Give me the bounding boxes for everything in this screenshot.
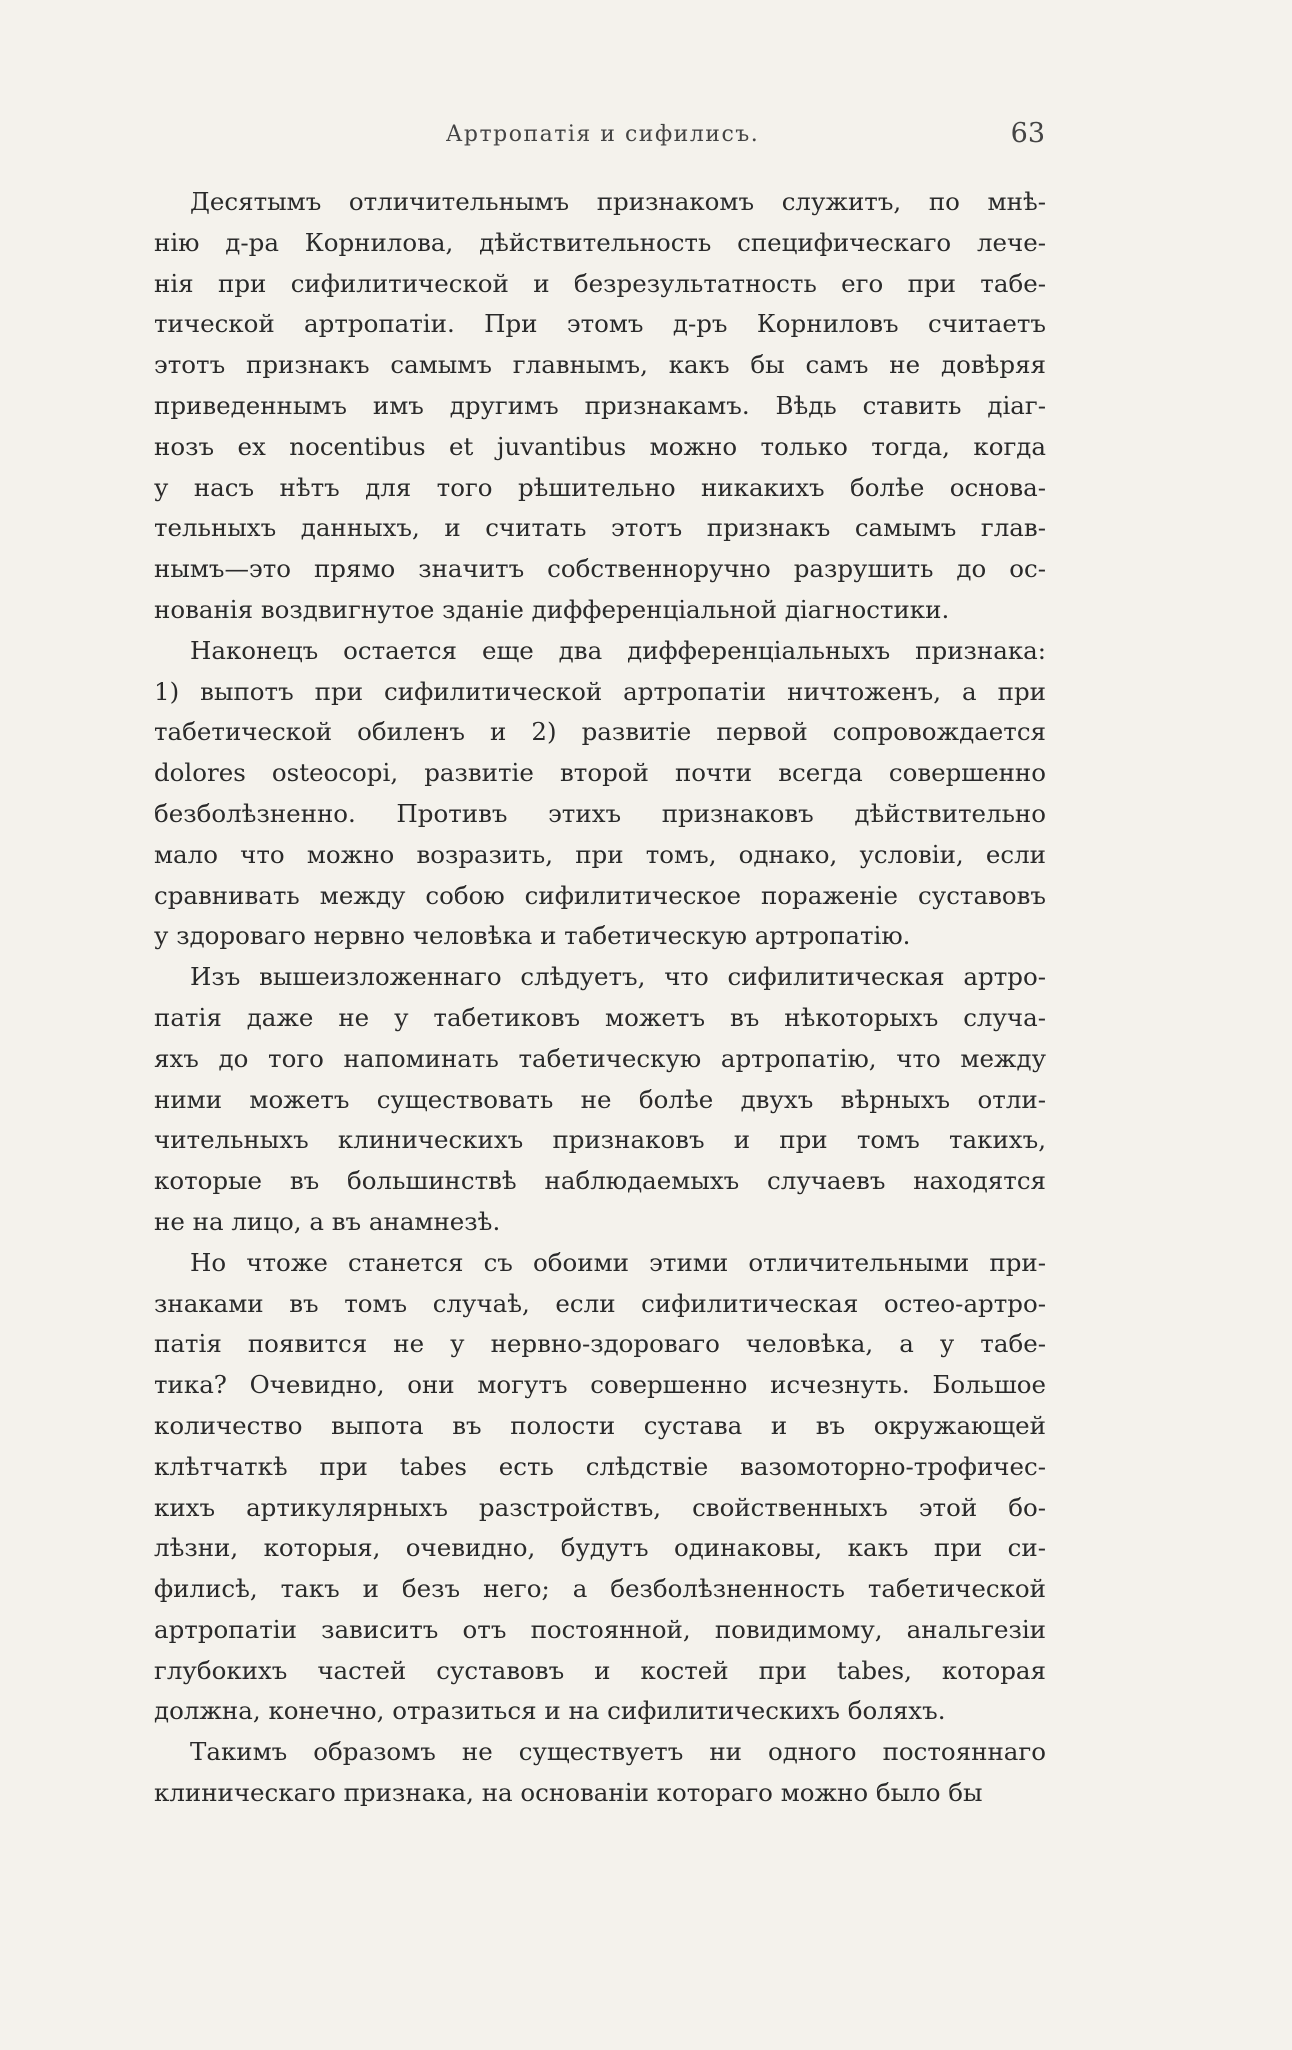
paragraph	[154, 631, 1046, 957]
paragraph	[154, 182, 1046, 631]
text-line: этотъ признакъ самымъ главнымъ, какъ бы самъ не довѣряя	[154, 350, 1046, 380]
text-line: Изъ вышеизложеннаго слѣдуетъ, что сифилитическая артро-	[190, 962, 1046, 992]
text-line: не на лицо, а въ анамнезѣ.	[154, 1206, 501, 1236]
paragraph	[154, 1243, 1046, 1733]
text-line: количество выпота въ полости сустава и въ окружающей	[154, 1410, 1046, 1440]
text-line: которые въ большинствѣ наблюдаемыхъ случаевъ находятся	[154, 1166, 1046, 1196]
text-line: чительныхъ клиническихъ признаковъ и при томъ такихъ,	[154, 1125, 1046, 1155]
text-line: у насъ нѣтъ для того рѣшительно никакихъ болѣе основа-	[154, 472, 1046, 502]
text-line: тика? Очевидно, они могутъ совершенно исчезнуть. Большое	[154, 1370, 1046, 1400]
running-title: Артропатія и сифилисъ.	[445, 122, 760, 147]
text-line: должна, конечно, отразиться и на сифилитическихъ боляхъ.	[154, 1696, 946, 1726]
paragraph	[154, 1732, 1046, 1814]
text-line: нію д-ра Корнилова, дѣйствительность специфическаго лече-	[154, 227, 1046, 257]
text-line: Такимъ образомъ не существуетъ ни одного постояннаго	[190, 1737, 1046, 1767]
text-line: dolores osteocopi, развитіе второй почти всегда совершенно	[154, 758, 1046, 788]
text-line: сравнивать между собою сифилитическое пораженіе суставовъ	[154, 880, 1046, 910]
text-line: приведеннымъ имъ другимъ признакамъ. Вѣдь ставить діаг-	[154, 390, 1046, 420]
text-line: яхъ до того напоминать табетическую артропатію, что между	[154, 1043, 1046, 1073]
text-line: кихъ артикулярныхъ разстройствъ, свойственныхъ этой бо-	[154, 1492, 1046, 1522]
text-line: клѣтчаткѣ при tabes есть слѣдствіе вазомоторно-трофичес-	[154, 1451, 1046, 1481]
text-line: мало что можно возразить, при томъ, однако, условіи, если	[154, 839, 1046, 869]
text-line: патія появится не у нервно-здороваго человѣка, а у табе-	[154, 1329, 1046, 1359]
text-line: патія даже не у табетиковъ можетъ въ нѣкоторыхъ случа-	[154, 1002, 1046, 1032]
text-line: Десятымъ отличительнымъ признакомъ служитъ, по мнѣ-	[190, 187, 1046, 216]
text-line: ними можетъ существовать не болѣе двухъ вѣрныхъ отли-	[154, 1084, 1046, 1114]
body-text	[154, 182, 1046, 1814]
text-line: нозъ ex nocentibus et juvantibus можно только тогда, когда	[154, 431, 1046, 461]
text-line: тельныхъ данныхъ, и считать этотъ признакъ самымъ глав-	[154, 513, 1046, 543]
text-line: лѣзни, которыя, очевидно, будутъ одинаковы, какъ при си-	[154, 1533, 1046, 1563]
text-line: безболѣзненно. Противъ этихъ признаковъ дѣйствительно	[154, 798, 1046, 828]
text-line: Но чтоже станется съ обоими этими отличительными при-	[190, 1247, 1046, 1277]
text-line: филисѣ, такъ и безъ него; а безболѣзненность табетической	[154, 1574, 1046, 1604]
text-line: у здороваго нервно человѣка и табетическую артропатію.	[154, 921, 911, 951]
paragraph	[154, 957, 1046, 1243]
text-line: Наконецъ остается еще два дифференціальныхъ признака:	[190, 635, 1046, 665]
text-line: артропатіи зависитъ отъ постоянной, повидимому, анальгезіи	[154, 1614, 1046, 1644]
text-line: нымъ—это прямо значитъ собственноручно разрушить до ос-	[154, 554, 1046, 584]
text-line: глубокихъ частей суставовъ и костей при tabes, которая	[154, 1655, 1046, 1685]
text-line: тической артропатіи. При этомъ д-ръ Корниловъ считаетъ	[154, 309, 1046, 339]
text-line: клиническаго признака, на основаніи котораго можно было бы	[154, 1778, 983, 1808]
text-line: знаками въ томъ случаѣ, если сифилитическая остео-артро-	[154, 1288, 1046, 1318]
running-head	[160, 118, 1045, 158]
text-line: табетической обиленъ и 2) развитіе первой сопровождается	[154, 717, 1046, 747]
text-line: нованія воздвигнутое зданіе дифференціальной діагностики.	[154, 594, 950, 624]
page-number: 63	[1010, 118, 1045, 149]
text-line: 1) выпотъ при сифилитической артропатіи ничтоженъ, а при	[154, 676, 1046, 706]
text-line: нія при сифилитической и безрезультатность его при табе-	[154, 268, 1046, 298]
